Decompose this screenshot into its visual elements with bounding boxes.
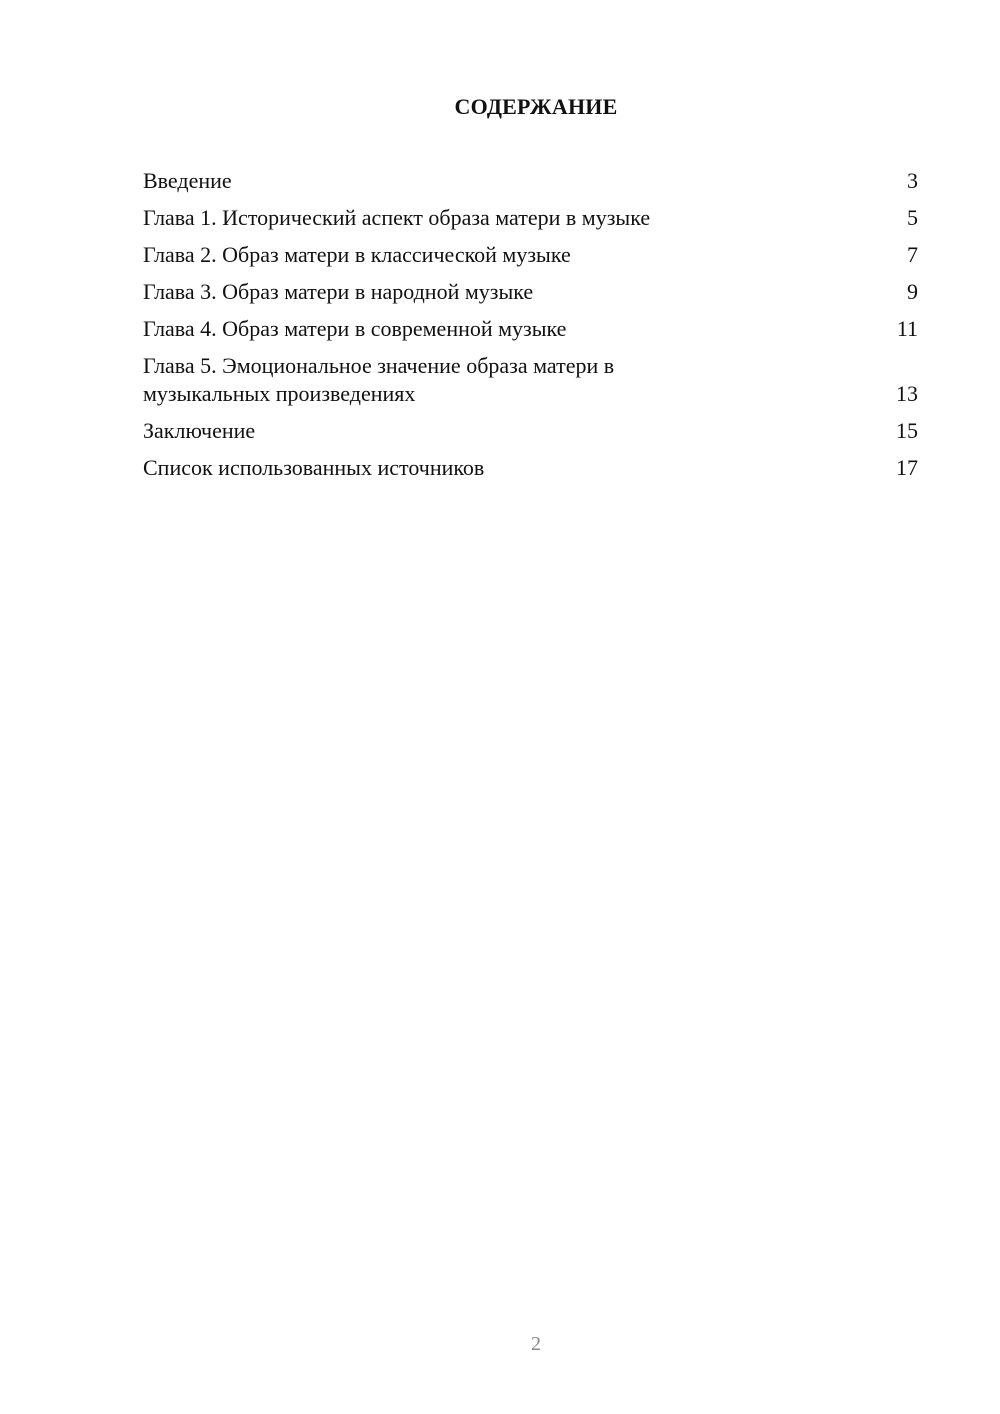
toc-entry-chapter-3 — [143, 278, 918, 306]
toc-entry-page: 5 — [907, 205, 918, 230]
toc-entry-label: Список использованных источников — [143, 455, 485, 480]
toc-entry-introduction — [143, 167, 918, 195]
toc-entry-page: 13 — [896, 381, 918, 406]
toc-entry-conclusion — [143, 417, 918, 445]
toc-entry-chapter-4 — [143, 315, 918, 343]
toc-entry-label: Введение — [143, 168, 232, 193]
toc-entry-references — [143, 454, 918, 482]
toc-entry-page: 7 — [907, 242, 918, 267]
toc-entry-page: 11 — [896, 316, 918, 341]
toc-entry-chapter-5 — [143, 352, 918, 408]
toc-entry-label: Заключение — [143, 418, 256, 443]
toc-entry-label: Глава 1. Исторический аспект образа матери в музыке — [143, 205, 651, 230]
toc-entry-page: 17 — [896, 455, 918, 480]
toc-entry-page: 15 — [896, 418, 918, 443]
toc-entry-label: Глава 4. Образ матери в современной музыке — [143, 316, 567, 341]
toc-entry-label: Глава 5. Эмоциональное значение образа матери в музыкальных произведениях — [143, 353, 615, 406]
page-number: 2 — [531, 1333, 541, 1355]
toc-entry-chapter-1 — [143, 204, 918, 232]
toc-title: СОДЕРЖАНИЕ — [454, 94, 618, 119]
toc-entry-page: 9 — [907, 279, 918, 304]
toc-entry-chapter-2 — [143, 241, 918, 269]
toc-entry-label: Глава 3. Образ матери в народной музыке — [143, 279, 534, 304]
toc-entry-page: 3 — [907, 168, 918, 193]
table-of-contents — [143, 167, 918, 491]
toc-entry-label: Глава 2. Образ матери в классической музыке — [143, 242, 571, 267]
